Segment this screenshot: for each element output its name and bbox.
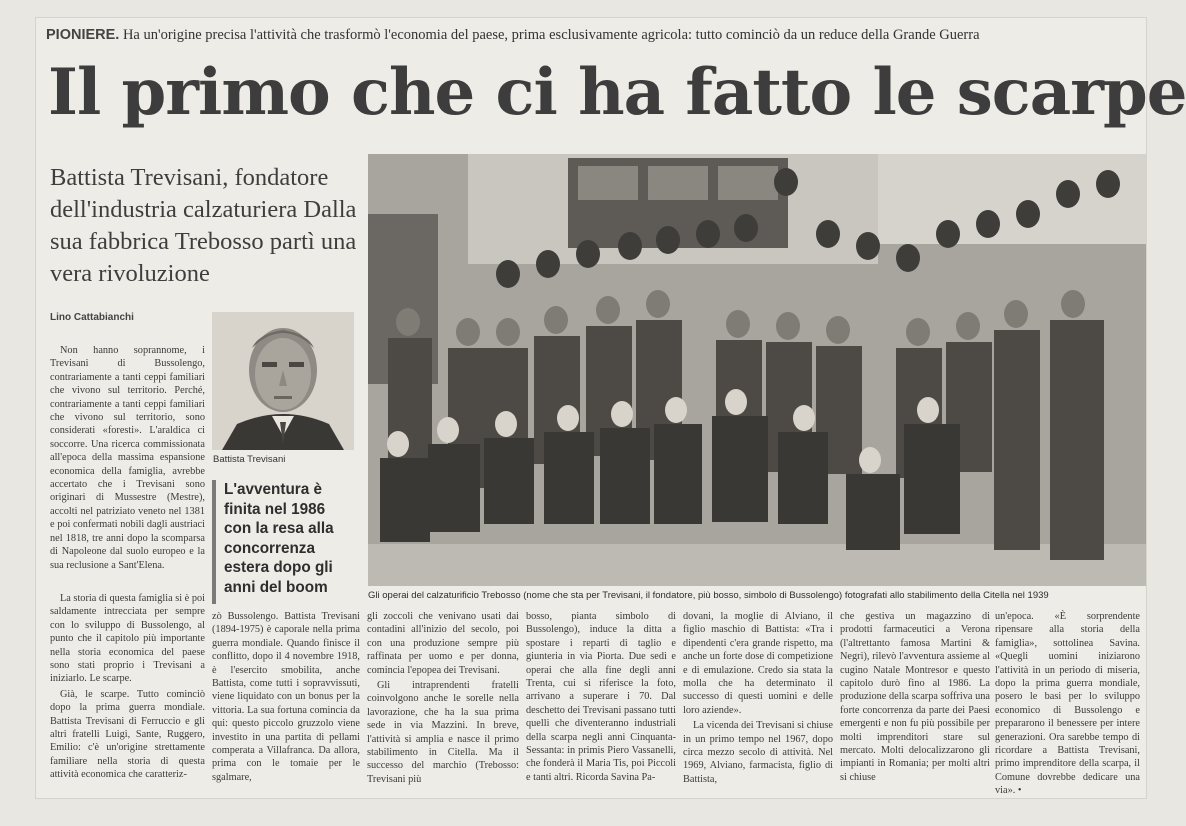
- paragraph: gli zoccoli che venivano usati dai contadini all'inizio del secolo, poi con una produzione sempre più raffinata per uomo e per donna, comincia l'epopea dei Trevisani.: [367, 611, 519, 676]
- article-column-5: [683, 610, 833, 786]
- paragraph: un'epoca. «È sorprendente ripensare alla storia della famiglia», sottolinea Savina. «Quegli uomini iniziarono l'attività in un periodo di miseria, dopo la prima guerra mondiale, posero le basi per lo sviluppo economico di Bussolengo e prepararono il benessere per intere generazioni. Ora sarebbe tempo di ricordare a Battista Trevisani, primo imprenditore della scarpa, il Comune dovrebbe dedicare una via». •: [995, 611, 1140, 797]
- article-column-7: [995, 610, 1140, 797]
- article-column-1: [50, 344, 205, 594]
- group-photo: [368, 154, 1146, 586]
- portrait-illustration: [212, 312, 354, 450]
- paragraph: zò Bussolengo. Battista Trevisani (1894-1975) è caporale nella prima guerra mondiale. Quando finisce il conflitto, dopo il 4 novembre 1918, è l'esercito smobilita, anche Battista, come tutti i sopravvissuti, viene liquidato con un bonus per la vittoria. La sua fortuna comincia da qui: questo piccolo gruzzolo viene investito in una partita di pellami comperata a Villafranca. Da allora, prima con le tomaie per le sgalmare,: [212, 611, 360, 783]
- photo-caption: Gli operai del calzaturificio Trebosso (nome che sta per Trevisani, il fondatore, più bosso, simbolo di Bussolengo) fotografati allo stabilimento della Citella nel 1939: [368, 590, 1049, 601]
- paragraph: Gli intraprendenti fratelli coinvolgono anche le sorelle nella lavorazione, che ha la sua prima sede in via Mazzini. In breve, l'attività si amplia e nasce il primo stabilimento in Citella. Ma il successo del marchio (Trebosso: Trevisani più: [367, 680, 519, 785]
- article-column-1-continued: [50, 592, 205, 784]
- paragraph: Non hanno soprannome, i Trevisani di Bussolengo, contrariamente a tanti ceppi familiari che vivono sul territorio. Perché, contrariamente a tanti ceppi familiari che vivono sul territorio, sono considerati «foresti». L'araldica ci soccorre. Una ricerca commissionata all'epoca della massima espansione economica della famiglia, avrebbe accertato che i Trevisani sono originari di Mussestre (Mestre), accolti nel patriziato veneto nel 1381 e poi confermati nobili dagli austriaci nel 1818, tre anni dopo la scomparsa di Napoleone dal suolo europeo e la sua reclusione a Sant'Elena.: [50, 345, 205, 571]
- paragraph: La storia di questa famiglia si è poi saldamente intrecciata per sempre con lo sviluppo di Bussolengo, al punto che il capitolo più importante nella storia economica del paese sono stati proprio i Trevisani a iniziarlo. Le scarpe.: [50, 593, 205, 685]
- paragraph: La vicenda dei Trevisani si chiuse in un primo tempo nel 1967, dopo circa mezzo secolo di attività. Nel 1969, Alviano, farmacista, figlio di Battista,: [683, 720, 833, 785]
- article-column-2: [212, 610, 360, 786]
- paragraph: Già, le scarpe. Tutto cominciò dopo la prima guerra mondiale. Battista Trevisani di Ferruccio e gli altri fratelli Luigi, Sante, Ruggero, Emilio: c'è un'origine strettamente familiare nella storia di questa attività economica che caratteriz-: [50, 688, 205, 781]
- kicker-line: [46, 26, 1146, 44]
- article-column-6: [840, 610, 990, 786]
- article-column-3: [367, 610, 519, 786]
- pull-quote-text: L'avventura è finita nel 1986 con la resa alla concorrenza estera dopo gli anni del boom: [224, 481, 334, 596]
- paragraph: che gestiva un magazzino di prodotti farmaceutici a Verona (l'altrettanto famosa Martini & Negri), rilevò l'avventura assieme al cugino Natale Montresor e questo capitolo durò fino al 1986. La produzione della scarpa soffriva una forte concorrenza da parte dei Paesi emergenti e non fu più possibile per molti imprenditori stare sul mercato. Molti delocalizzarono gli impianti in Romania; per molti altri si chiuse: [840, 611, 990, 783]
- kicker-tag: PIONIERE.: [46, 27, 120, 43]
- paragraph: bosso, pianta simbolo di Bussolengo), induce la ditta a spostare i reparti di taglio e giunteria in via Piorta. Due sedi e operai che alla fine degli anni Trenta, cui si riferisce la foto, arrivano a superare i 70. Dal deschetto dei Trevisani passano tutti quelli che diventeranno industriali della scarpa negli anni Cinquanta-Sessanta: in primis Piero Vassanelli, che fonderà il Maria Tis, poi Piccoli e tanti altri. Ricorda Savina Pa-: [526, 611, 676, 783]
- group-photo-illustration: [368, 154, 1146, 586]
- subheadline: Battista Trevisani, fondatore dell'industria calzaturiera Dalla sua fabbrica Trebosso partì una vera rivoluzione: [50, 164, 357, 287]
- article-column-4: [526, 610, 676, 786]
- portrait-caption: Battista Trevisani: [213, 454, 286, 465]
- pull-quote: [212, 480, 356, 604]
- byline: Lino Cattabianchi: [50, 312, 134, 323]
- paragraph: dovani, la moglie di Alviano, il figlio maschio di Battista: «Tra i dipendenti c'era grande rispetto, ma anche un forte dose di competizione e di emulazione. Credo sia stata la molla che ha determinato il successo di questi uomini e delle loro aziende».: [683, 611, 833, 716]
- headline: Il primo che ci ha fatto le scarpe: [48, 55, 1186, 130]
- kicker-text: Ha un'origine precisa l'attività che trasformò l'economia del paese, prima esclusivamente agricola: tutto cominciò da un reduce della Grande Guerra: [122, 27, 980, 43]
- portrait-photo: [212, 312, 354, 450]
